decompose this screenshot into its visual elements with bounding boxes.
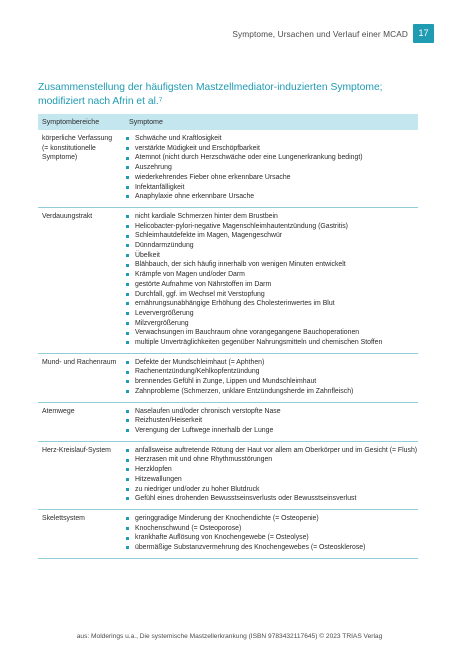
symptom-category: Verdauungstrakt (42, 212, 93, 220)
symptom-text: Anaphylaxie ohne erkennbare Ursache (135, 193, 255, 201)
symptom-item (124, 407, 418, 417)
bullet-icon (126, 478, 129, 481)
bullet-icon (126, 264, 129, 267)
table-row (38, 442, 418, 510)
symptom-text: zu niedriger und/oder zu hoher Blutdruck (135, 485, 260, 493)
symptom-item (124, 514, 418, 524)
table-header-row (38, 114, 418, 130)
symptom-text: ernährungsunabhängige Erhöhung des Cholesterinwertes im Blut (135, 300, 335, 308)
symptom-item (124, 465, 418, 475)
symptom-item (124, 475, 418, 485)
symptom-item (124, 134, 418, 144)
symptom-item (124, 533, 418, 543)
bullet-icon (126, 527, 129, 530)
symptom-item (124, 367, 418, 377)
symptom-item (124, 494, 418, 504)
symptom-item (124, 377, 418, 387)
symptom-item (124, 163, 418, 173)
bullet-icon (126, 283, 129, 286)
bullet-icon (126, 488, 129, 491)
bullet-icon (126, 137, 129, 140)
symptom-text: Reizhusten/Heiserkeit (135, 417, 203, 425)
symptom-text: gestörte Aufnahme von Nährstoffen im Darm (135, 280, 272, 288)
table-title (38, 81, 410, 108)
bullet-icon (126, 371, 129, 374)
symptom-text: krankhafte Auflösung von Knochengewebe (= Osteolyse) (135, 534, 309, 542)
symptom-item (124, 153, 418, 163)
symptom-item (124, 212, 418, 222)
header-symptome: Symptome (129, 118, 163, 126)
symptom-text: Knochenschwund (= Osteoporose) (135, 524, 242, 532)
symptom-item (124, 446, 418, 456)
symptom-list (124, 514, 418, 553)
symptom-text: Krämpfe von Magen und/oder Darm (135, 271, 245, 279)
bullet-icon (126, 215, 129, 218)
bullet-icon (126, 273, 129, 276)
symptom-text: Verwachsungen im Bauchraum ohne vorangegangene Bauchoperationen (135, 329, 360, 337)
bullet-icon (126, 312, 129, 315)
symptom-text: geringgradige Minderung der Knochendichte (= Osteopenie) (135, 514, 319, 522)
symptom-list (124, 446, 418, 504)
page-number-badge: 17 (413, 24, 434, 43)
symptom-text: Leververgrößerung (135, 309, 194, 317)
symptom-category: Mund- und Rachenraum (42, 358, 117, 366)
symptom-list (124, 407, 418, 436)
symptom-list (124, 212, 418, 348)
symptom-item (124, 319, 418, 329)
header-symptombereiche: Symptombereiche (42, 118, 100, 126)
table-row (38, 510, 418, 559)
bullet-icon (126, 361, 129, 364)
symptom-text: nicht kardiale Schmerzen hinter dem Brustbein (135, 212, 278, 220)
symptom-text: übermäßige Substanzvermehrung des Knochengewebes (= Osteosklerose) (135, 544, 366, 552)
symptom-text: Milzvergrößerung (135, 319, 189, 327)
symptom-item (124, 455, 418, 465)
bullet-icon (126, 176, 129, 179)
symptom-text: anfallsweise auftretende Rötung der Haut vor allem am Oberkörper und im Gesicht (= Flush) (135, 446, 418, 454)
symptom-text: verstärkte Müdigkeit und Erschöpfbarkeit (135, 144, 260, 152)
symptom-item (124, 290, 418, 300)
symptom-text: Atemnot (nicht durch Herzschwäche oder eine Lungenerkrankung bedingt) (135, 154, 363, 162)
symptom-text: Naselaufen und/oder chronisch verstopfte Nase (135, 407, 281, 415)
symptom-text: brennendes Gefühl in Zunge, Lippen und Mundschleimhaut (135, 378, 317, 386)
table-body (38, 130, 418, 559)
symptom-item (124, 416, 418, 426)
symptom-item (124, 280, 418, 290)
symptom-item (124, 524, 418, 534)
symptom-item (124, 328, 418, 338)
running-title: Symptome, Ursachen und Verlauf einer MCAD (232, 29, 408, 39)
bullet-icon (126, 302, 129, 305)
symptom-category: körperliche Verfassung (= konstitutionelle Symptome) (42, 135, 113, 162)
bullet-icon (126, 546, 129, 549)
symptom-text: multiple Unverträglichkeiten gegenüber Nahrungsmitteln und chemischen Stoffen (135, 339, 383, 347)
symptom-item (124, 260, 418, 270)
bullet-icon (126, 410, 129, 413)
table-row (38, 403, 418, 442)
footer-citation: aus: Molderings u.a., Die systemische Mastzellerkrankung (ISBN 9783432117645) © 2023 TRIAS Verlag (76, 633, 383, 640)
bullet-icon (126, 186, 129, 189)
symptom-item (124, 358, 418, 368)
bullet-icon (126, 225, 129, 228)
symptom-text: Herzrasen mit und ohne Rhythmusstörungen (135, 456, 273, 464)
symptom-text: Schleimhautdefekte im Magen, Magengeschwür (135, 232, 283, 240)
bullet-icon (126, 390, 129, 393)
symptom-item (124, 231, 418, 241)
bullet-icon (126, 497, 129, 500)
symptom-item (124, 309, 418, 319)
symptom-text: Defekte der Mundschleimhaut (= Aphthen) (135, 358, 265, 366)
symptom-text: Dünndarmzündung (135, 242, 194, 250)
symptom-item (124, 144, 418, 154)
bullet-icon (126, 166, 129, 169)
bullet-icon (126, 380, 129, 383)
symptom-item (124, 543, 418, 553)
symptom-text: Übelkeit (135, 251, 160, 259)
symptom-item (124, 426, 418, 436)
bullet-icon (126, 459, 129, 462)
symptom-item (124, 192, 418, 202)
table-row (38, 208, 418, 354)
symptom-text: Verengung der Luftwege innerhalb der Lunge (135, 426, 274, 434)
symptom-item (124, 299, 418, 309)
bullet-icon (126, 195, 129, 198)
table-row (38, 354, 418, 403)
bullet-icon (126, 537, 129, 540)
symptom-item (124, 173, 418, 183)
bullet-icon (126, 235, 129, 238)
symptom-text: Gefühl eines drohenden Bewusstseinsverlusts oder Bewusstseinsverlust (135, 495, 357, 503)
symptom-text: Zahnprobleme (Schmerzen, unklare Entzündungsherde im Zahnfleisch) (135, 387, 354, 395)
bullet-icon (126, 254, 129, 257)
bullet-icon (126, 244, 129, 247)
symptom-text: wiederkehrendes Fieber ohne erkennbare Ursache (135, 173, 291, 181)
symptom-category: Atemwege (42, 407, 75, 415)
symptom-list (124, 134, 418, 202)
symptom-item (124, 270, 418, 280)
bullet-icon (126, 429, 129, 432)
symptom-text: Auszehrung (135, 164, 172, 172)
symptom-text: Helicobacter-pylori-negative Magenschleimhautentzündung (Gastritis) (135, 222, 348, 230)
bullet-icon (126, 449, 129, 452)
table-title-line-1: Zusammenstellung der häufigsten Mastzellmediator-induzierten Symptome; (38, 82, 383, 93)
symptom-list (124, 358, 418, 397)
symptom-text: Infektanfälligkeit (135, 183, 185, 191)
symptom-item (124, 183, 418, 193)
table-row (38, 130, 418, 208)
symptom-item (124, 251, 418, 261)
bullet-icon (126, 147, 129, 150)
symptom-text: Rachenentzündung/Kehlkopfentzündung (135, 368, 260, 376)
symptom-category: Skelettsystem (42, 514, 85, 522)
bullet-icon (126, 468, 129, 471)
symptom-item (124, 338, 418, 348)
bullet-icon (126, 332, 129, 335)
bullet-icon (126, 157, 129, 160)
symptom-item (124, 485, 418, 495)
symptom-text: Schwäche und Kraftlosigkeit (135, 135, 222, 142)
symptom-text: Blähbauch, der sich häufig innerhalb von wenigen Minuten entwickelt (135, 261, 346, 269)
bullet-icon (126, 419, 129, 422)
bullet-icon (126, 341, 129, 344)
bullet-icon (126, 517, 129, 520)
symptom-category: Herz-Kreislauf-System (42, 446, 111, 454)
symptom-item (124, 241, 418, 251)
symptom-text: Herzklopfen (135, 466, 172, 474)
bullet-icon (126, 322, 129, 325)
table-title-line-2: modifiziert nach Afrin et al.⁷ (38, 95, 163, 107)
symptom-item (124, 222, 418, 232)
symptom-text: Hitzewallungen (135, 475, 182, 483)
symptom-text: Durchfall, ggf. im Wechsel mit Verstopfung (135, 290, 265, 298)
symptom-table (38, 114, 418, 559)
bullet-icon (126, 293, 129, 296)
symptom-item (124, 387, 418, 397)
